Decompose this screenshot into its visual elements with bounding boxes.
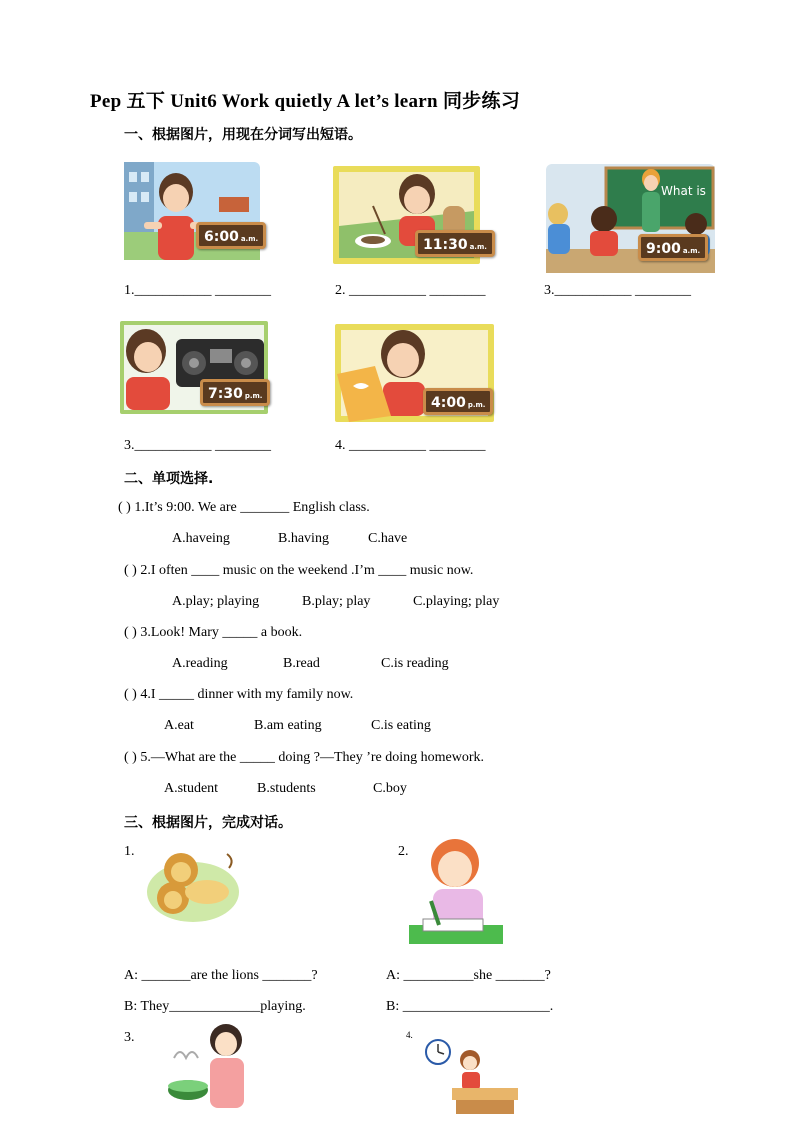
answer-line-2: 2. ___________ ________ [335,283,486,298]
q2-option-c: C.playing; play [413,594,500,609]
section2-heading: 二、单项选择. [124,471,214,487]
answer-line-5: 4. ___________ ________ [335,438,486,453]
boy-at-desk-clock-illustration [424,1038,524,1118]
q5-option-b: B.students [257,781,316,796]
picture-2 [333,166,487,264]
section1-heading: 一、根据图片，用现在分词写出短语。 [124,127,362,143]
clock-ampm: a.m. [469,243,487,251]
q2-option-a: A.play; playing [172,594,260,609]
picture-4 [120,321,268,414]
clock-time: 7:30 [208,386,243,402]
blackboard-text: What is [661,184,706,198]
clock-ampm: p.m. [467,401,486,409]
q3-option-c: C.is reading [381,656,449,671]
question-4: ( ) 4.I _____ dinner with my family now. [124,687,354,702]
dialogue-2-a: A: __________she _______? [386,968,551,983]
picture-5 [335,324,494,422]
clock-ampm: a.m. [682,247,701,255]
q3-option-b: B.read [283,656,320,671]
q4-option-b: B.am eating [254,718,322,733]
question-3: ( ) 3.Look! Mary _____ a book. [124,625,303,640]
answer-line-4: 3.___________ ________ [124,438,271,453]
picture-1 [124,162,260,260]
clock-4 [200,379,270,406]
answer-line-3: 3.___________ ________ [544,283,691,298]
q5-option-c: C.boy [373,781,407,796]
clock-time: 6:00 [204,229,239,245]
item-number-1: 1. [124,844,135,859]
q5-option-a: A.student [164,781,219,796]
clock-2 [415,230,495,257]
clock-time: 4:00 [431,395,466,411]
dialogue-1-b: B: They_____________playing. [124,999,306,1014]
q4-option-c: C.is eating [371,718,431,733]
clock-3 [638,234,708,261]
woman-cooking-illustration [164,1018,254,1113]
q4-option-a: A.eat [164,718,194,733]
page-title: Pep 五下 Unit6 Work quietly A let’s learn 同步练习 [90,91,521,112]
answer-line-1: 1.___________ ________ [124,283,271,298]
q2-option-b: B.play; play [302,594,371,609]
q1-option-a: A.haveing [172,531,230,546]
item-number-3: 3. [124,1030,135,1045]
girl-writing-illustration [409,829,503,944]
clock-5 [423,388,493,415]
q3-option-a: A.reading [172,656,228,671]
clock-1 [196,222,266,249]
dialogue-1-a: A: _______are the lions _______? [124,968,318,983]
picture-3 [546,164,715,273]
dialogue-2-b: B: _____________________. [386,999,554,1014]
item-number-4: 4. [406,1030,413,1040]
clock-time: 9:00 [646,241,681,257]
lions-playing-illustration [143,842,239,925]
question-5: ( ) 5.—What are the _____ doing ?—They ’re doing homework. [124,750,485,765]
question-1: ( ) 1.It’s 9:00. We are _______ English class. [118,500,370,515]
q1-option-c: C.have [368,531,408,546]
clock-ampm: a.m. [240,235,259,243]
clock-ampm: p.m. [244,392,263,400]
section3-heading: 三、根据图片，完成对话。 [124,815,292,831]
item-number-2: 2. [398,844,409,859]
q1-option-b: B.having [278,531,329,546]
question-2: ( ) 2.I often ____ music on the weekend .I’m ____ music now. [124,563,474,578]
clock-time: 11:30 [423,237,468,253]
